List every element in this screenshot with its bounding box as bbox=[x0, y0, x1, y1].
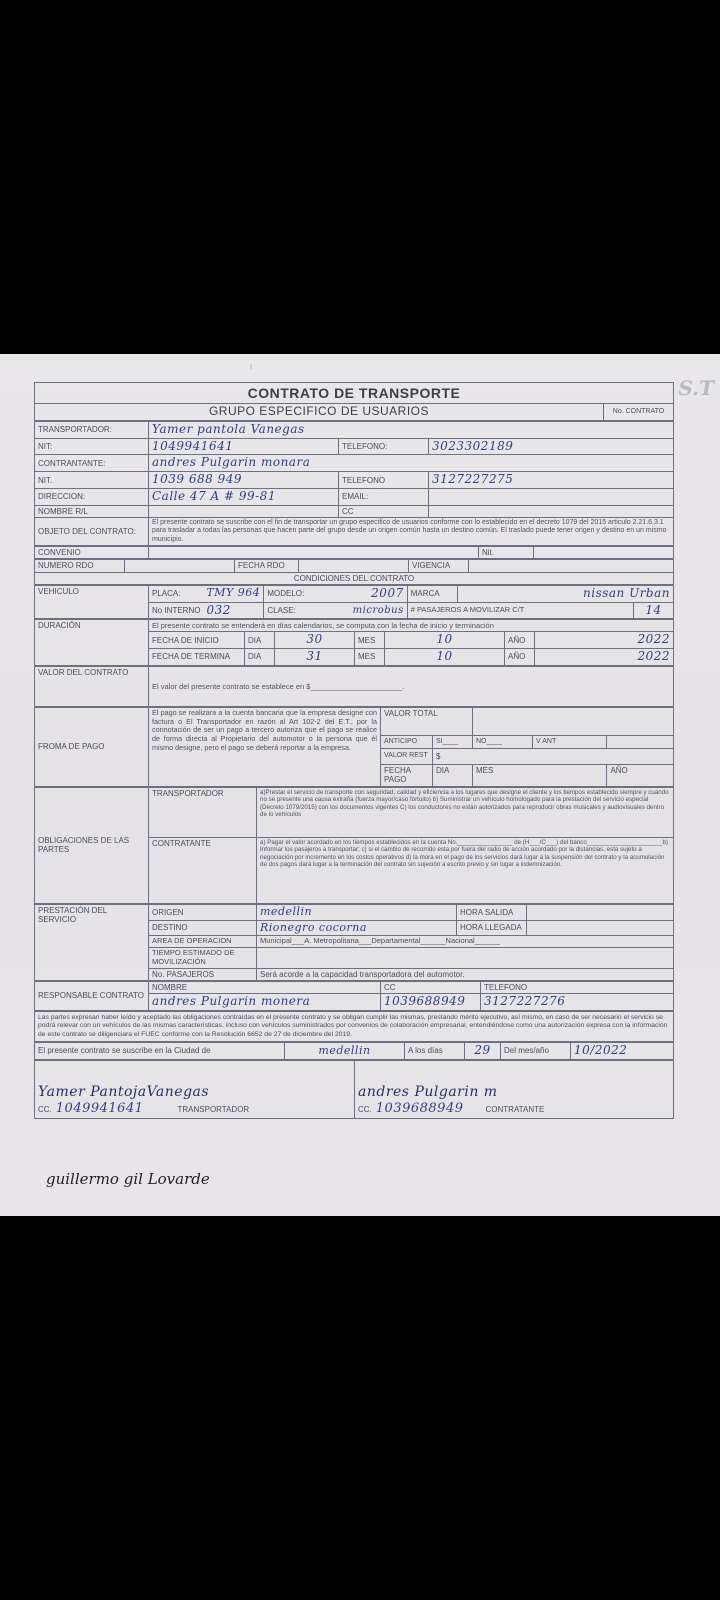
responsable-label: RESPONSABLE CONTRATO bbox=[35, 981, 149, 1010]
prestacion-table bbox=[34, 904, 674, 981]
inicio-dia-value: 30 bbox=[275, 632, 355, 649]
transportador-sig-label: TRANSPORTADOR bbox=[177, 1105, 250, 1114]
termina-mes-value: 10 bbox=[385, 649, 505, 666]
tiempo-value bbox=[257, 948, 674, 968]
del-mes-label: Del mes/año bbox=[501, 1043, 571, 1060]
placa-value: TMY 964 bbox=[203, 585, 263, 602]
destino-label: DESTINO bbox=[149, 920, 257, 936]
no-pasajeros-text: Será acorde a la capacidad transportadora del automotor. bbox=[257, 968, 674, 980]
anticipo-vant: V ANT bbox=[533, 735, 607, 748]
anticipo-value bbox=[607, 735, 674, 748]
oblig-transportador-label: TRANSPORTADOR bbox=[149, 787, 257, 837]
termina-dia-value: 31 bbox=[275, 649, 355, 666]
destino-value: Rionegro cocorna bbox=[257, 920, 457, 936]
no-contrato-box: No. CONTRATO bbox=[604, 404, 674, 421]
cc-transp-value: 1049941641 bbox=[55, 1101, 144, 1116]
valor-rest-value: $ bbox=[433, 748, 674, 764]
resp-cc-label: CC bbox=[381, 981, 481, 993]
obligaciones-table bbox=[34, 787, 674, 904]
contratante-value: andres Pulgarin monara bbox=[149, 455, 674, 472]
parties-table bbox=[34, 421, 674, 546]
inicio-dia-label: DIA bbox=[245, 632, 275, 649]
suscribe-table bbox=[34, 1042, 674, 1060]
signature-table bbox=[34, 1060, 674, 1119]
dias-value: 29 bbox=[465, 1043, 501, 1060]
valor-rest-label: VALOR REST bbox=[381, 748, 433, 764]
oblig-contratante-text: a) Pagar el valor acordado en los tiempos establecidos en la cuenta No.________________ de (H___/C___) del banco______________________b) Informar los pasajeros a transportar; c) si el cambio de recorrido esta por fuera del radio de acción acordado por la distancias, esta sujeto a negociación por incremento en los costos operativos d) la mora en el pago de los servicios dará lugar a la suspensión del contrato y la acumulación de dos pagos dará lugar a la terminación del contrato sin sujeción a escrito previo y sin lugar a indemnización. bbox=[257, 837, 674, 903]
pago-ano-label: AÑO bbox=[607, 764, 674, 786]
prestacion-label: PRESTACIÓN DEL SERVICIO bbox=[35, 904, 149, 980]
numero-rdo-value bbox=[125, 560, 235, 572]
hora-salida-label: HORA SALIDA bbox=[457, 904, 527, 920]
convenio-value bbox=[149, 547, 479, 559]
fecha-rdo-label: FECHA RDO bbox=[235, 560, 299, 572]
partes-text: Las partes expresan haber leído y aceptado las obligaciones contraídas en el presente contrato y se obligan cumplir las mismas, prestando mérito ejecutivo, así mismo, en caso de ser necesario el servicio se podrá relevar con un vehículos de las mismas características, incluso con vehículos suministrados por convenios de colaboración empresarial, entendiéndose como una autorización expresa con la información de este contrato se diligenciara el FUEC conforme con la Resolución 6652 de 27 de diciembre del 2019. bbox=[35, 1011, 674, 1041]
nit-conv-label: Nit. bbox=[479, 547, 534, 559]
duracion-text: El presente contrato se entenderá en días calendarios, se computa con la fecha de inicio y terminación bbox=[149, 620, 674, 632]
cc-contr-label: CC. bbox=[358, 1105, 372, 1114]
no-interno-label: No INTERNO bbox=[149, 602, 204, 619]
cc-label: CC bbox=[339, 505, 429, 517]
a-los-dias-label: A los días bbox=[405, 1043, 465, 1060]
inicio-ano-value: 2022 bbox=[535, 632, 674, 649]
anticipo-no: NO____ bbox=[473, 735, 533, 748]
resp-cc-value: 1039688949 bbox=[381, 993, 481, 1010]
fecha-inicio-label: FECHA DE INICIO bbox=[149, 632, 245, 649]
termina-dia-label: DIA bbox=[245, 649, 275, 666]
inicio-mes-value: 10 bbox=[385, 632, 505, 649]
nit-conv-value bbox=[534, 547, 674, 559]
duracion-table bbox=[34, 619, 674, 666]
resp-nombre-value: andres Pulgarin monera bbox=[149, 993, 381, 1010]
convenio-label: CONVENIO bbox=[35, 547, 149, 559]
nit-value: 1049941641 bbox=[149, 438, 339, 455]
cc-contr-value: 1039688949 bbox=[375, 1101, 464, 1116]
tiempo-label: TIEMPO ESTIMADO DE MOVILIZACIÓN bbox=[149, 948, 257, 968]
fecha-termina-label: FECHA DE TERMINA bbox=[149, 649, 245, 666]
oblig-transportador-text: a)Prestar el servicio de transporte con seguridad, calidad y eficiencia a los lugares que designe el cliente y los tiempos establecido siempre y cuando no se presente una causa extraña (fuerza mayor/caso fortuito) b) Suministrar un vehículo homologado para la prestación del servicio especial (Decreto 1079/2015) con los documentos vigentes C) los conductores no están autorizados para reproducir obras musicales y audiovisuales dentro de lo vehículos bbox=[257, 787, 674, 837]
marca-value: nissan Urban bbox=[457, 585, 673, 602]
oblig-contratante-label: CONTRATANTE bbox=[149, 837, 257, 903]
contratante-signature-cell bbox=[355, 1060, 674, 1118]
marca-label: MARCA bbox=[407, 585, 457, 602]
ciudad-value: medellin bbox=[285, 1043, 405, 1060]
extra-handwritten-signature: guillermo gil Lovarde bbox=[46, 1170, 210, 1188]
condiciones-heading: CONDICIONES DEL CONTRATO bbox=[35, 572, 674, 584]
cc-transp-label: CC. bbox=[38, 1105, 52, 1114]
hora-llegada-value bbox=[527, 920, 674, 936]
transportador-label: TRANSPORTADOR: bbox=[35, 421, 149, 438]
partes-table bbox=[34, 1011, 674, 1042]
objeto-label: OBJETO DEL CONTRATO: bbox=[35, 518, 149, 546]
transportador-signature-cell bbox=[35, 1060, 355, 1118]
nombre-rl-value bbox=[149, 505, 339, 517]
valor-total-value bbox=[473, 707, 674, 735]
inicio-mes-label: MES bbox=[355, 632, 385, 649]
area-label: AREA DE OPERACION bbox=[149, 936, 257, 948]
pago-table bbox=[34, 707, 674, 787]
paper-mark: ı bbox=[250, 362, 253, 371]
forma-pago-text: El pago se realizara a la cuenta bancaria que la empresa designe con factura o El Transportador en razón al Art 102-2 del E.T., por la connotación de ser un pago a tercero autoriza que el pago se realice de forma directa al Propietario del automotor o la persona que él mismo designe, pero el pago se deberá reportar a la empresa. bbox=[149, 707, 381, 786]
transportador-value: Yamer pantola Vanegas bbox=[149, 421, 674, 438]
rdo-table bbox=[34, 559, 674, 584]
contract-photo bbox=[0, 354, 720, 1216]
email-label: EMAIL: bbox=[339, 489, 429, 506]
st-stamp: S.T bbox=[678, 376, 714, 400]
vigencia-label: VIGENCIA bbox=[409, 560, 469, 572]
obligaciones-label: OBLIGACIONES DE LAS PARTES bbox=[35, 787, 149, 903]
valor-contrato-label: VALOR DEL CONTRATO bbox=[35, 666, 149, 706]
valor-total-label: VALOR TOTAL bbox=[381, 707, 473, 735]
direccion-label: DIRECCION: bbox=[35, 489, 149, 506]
nit2-label: NIT. bbox=[35, 472, 149, 489]
contratante-signature: andres Pulgarin m bbox=[358, 1083, 498, 1100]
resp-tel-value: 3127227276 bbox=[481, 993, 674, 1010]
anticipo-label: ANTICIPO bbox=[381, 735, 433, 748]
modelo-value: 2007 bbox=[307, 585, 407, 602]
header-table bbox=[34, 382, 674, 421]
termina-mes-label: MES bbox=[355, 649, 385, 666]
pasajeros-value: 14 bbox=[634, 602, 674, 619]
clase-value: microbus bbox=[307, 602, 407, 619]
contratante-sig-label: CONTRATANTE bbox=[485, 1105, 545, 1114]
valor-table bbox=[34, 666, 674, 707]
pasajeros-label: # PASAJEROS A MOVILIZAR C/T bbox=[407, 602, 633, 619]
objeto-text: El presente contrato se suscribe con el fin de transportar un grupo especifico de usuarios conforme con lo establecido en el decreto 1079 del 2015 articulo 2.21.6.3.1 para trasladar a todas las personas que hacen parte del grupo desde un origen común hasta un destino común. El traslado puede tener origen y destino en un mismo municipio. bbox=[149, 518, 674, 546]
nit-label: NIT: bbox=[35, 438, 149, 455]
transportador-signature: Yamer PantojaVanegas bbox=[38, 1083, 210, 1100]
modelo-label: MODELO: bbox=[264, 585, 307, 602]
mes-ano-value: 10/2022 bbox=[571, 1043, 674, 1060]
direccion-value: Calle 47 A # 99-81 bbox=[149, 489, 339, 506]
origen-label: ORIGEN bbox=[149, 904, 257, 920]
vehiculo-table bbox=[34, 585, 674, 620]
fecha-pago-label: FECHA PAGO bbox=[381, 764, 433, 786]
fecha-rdo-value bbox=[299, 560, 409, 572]
responsable-table bbox=[34, 981, 674, 1011]
hora-llegada-label: HORA LLEGADA bbox=[457, 920, 527, 936]
origen-value: medellin bbox=[257, 904, 457, 920]
telefono2-value: 3127227275 bbox=[429, 472, 674, 489]
hora-salida-value bbox=[527, 904, 674, 920]
termina-ano-label: AÑO bbox=[505, 649, 535, 666]
valor-text: El valor del presente contrato se establece en $______________________. bbox=[149, 666, 674, 706]
email-value bbox=[429, 489, 674, 506]
placa-label: PLACA: bbox=[149, 585, 204, 602]
telefono2-label: TELEFONO bbox=[339, 472, 429, 489]
resp-tel-label: TELEFONO bbox=[481, 981, 674, 993]
vigencia-value bbox=[469, 560, 674, 572]
contract-form bbox=[34, 382, 674, 1119]
pago-dia-label: DIA bbox=[433, 764, 473, 786]
vehiculo-label: VEHICULO bbox=[35, 585, 149, 619]
no-interno-value: 032 bbox=[203, 602, 263, 619]
form-title: CONTRATO DE TRANSPORTE bbox=[35, 383, 674, 404]
suscribe-label: El presente contrato se suscribe en la Ciudad de bbox=[35, 1043, 285, 1060]
anticipo-si: SI____ bbox=[433, 735, 473, 748]
clase-label: CLASE: bbox=[264, 602, 307, 619]
nit2-value: 1039 688 949 bbox=[149, 472, 339, 489]
no-pasajeros-label: No. PASAJEROS bbox=[149, 968, 257, 980]
contratante-label: CONTRANTANTE: bbox=[35, 455, 149, 472]
convenio-table bbox=[34, 546, 674, 559]
resp-nombre-label: NOMBRE bbox=[149, 981, 381, 993]
form-subtitle: GRUPO ESPECIFICO DE USUARIOS bbox=[35, 404, 604, 421]
telefono-label: TELEFONO: bbox=[339, 438, 429, 455]
telefono-value: 3023302189 bbox=[429, 438, 674, 455]
forma-pago-label: FROMA DE PAGO bbox=[35, 707, 149, 786]
cc-value bbox=[429, 505, 674, 517]
area-options: Municipal___A. Metropolitana___Departamental______Nacional______ bbox=[257, 936, 674, 948]
numero-rdo-label: NUMERO RDO bbox=[35, 560, 125, 572]
pago-mes-label: MES bbox=[473, 764, 607, 786]
duracion-label: DURACIÓN bbox=[35, 620, 149, 666]
inicio-ano-label: AÑO bbox=[505, 632, 535, 649]
nombre-rl-label: NOMBRE R/L bbox=[35, 505, 149, 517]
termina-ano-value: 2022 bbox=[535, 649, 674, 666]
